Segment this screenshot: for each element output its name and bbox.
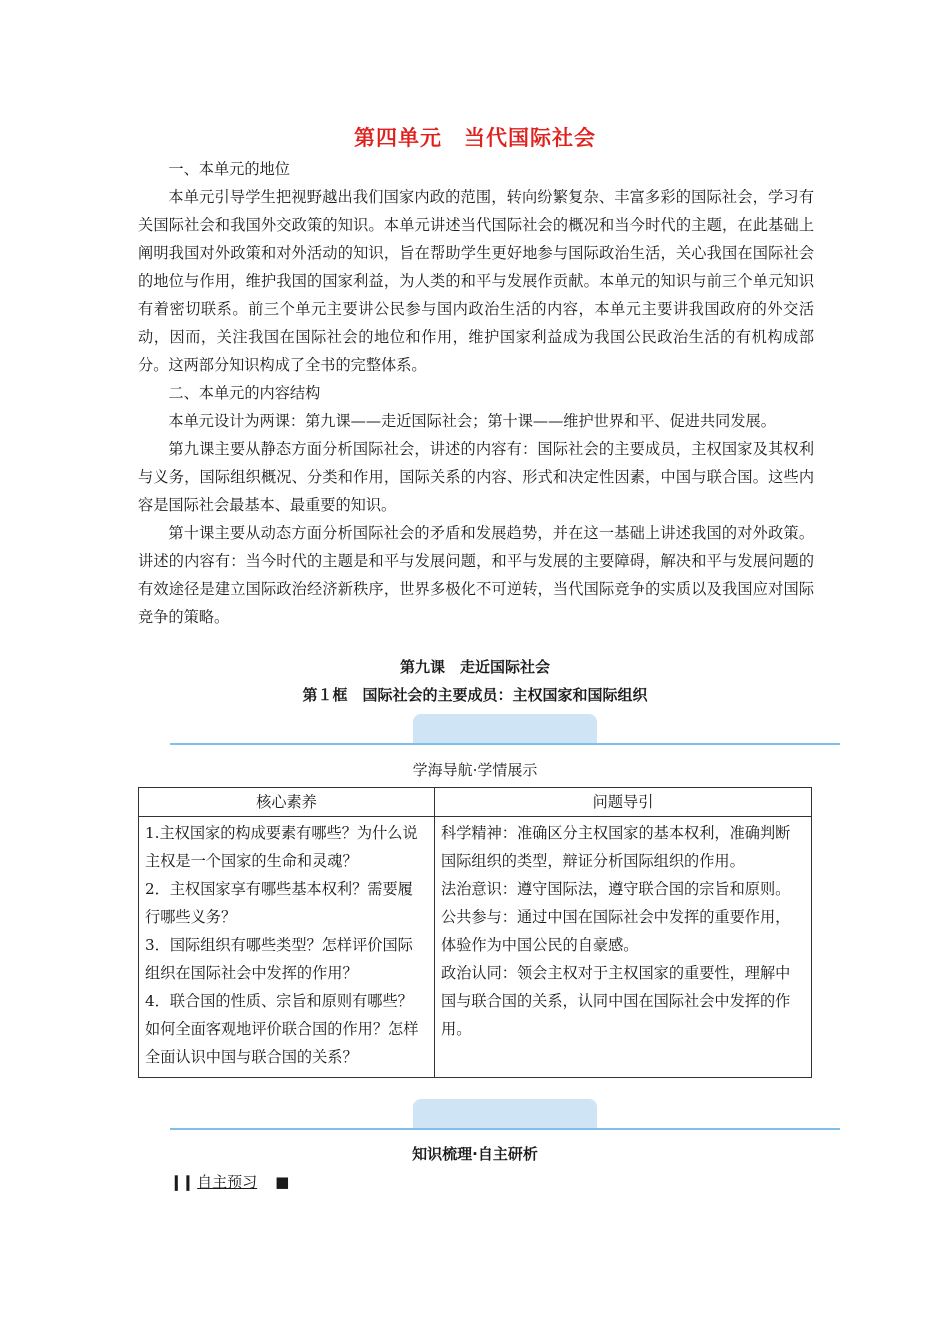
banner-rule bbox=[170, 1128, 840, 1130]
competency-item: 公共参与：通过中国在国际社会中发挥的重要作用，体验作为中国公民的自豪感。 bbox=[441, 908, 791, 954]
question-item: 4．联合国的性质、宗旨和原则有哪些？如何全面客观地评价联合国的作用？怎样全面认识中国与联合国的关系？ bbox=[145, 992, 419, 1066]
intro-heading-1: 一、本单元的地位 bbox=[168, 160, 290, 178]
competency-table bbox=[138, 787, 812, 1078]
table-cell-left bbox=[139, 817, 435, 1078]
banner-tab bbox=[413, 714, 597, 744]
competency-item: 政治认同：领会主权对于主权国家的重要性，理解中国与联合国的关系，认同中国在国际社会中发挥的作用。 bbox=[441, 964, 791, 1038]
frame-title: 第１框 国际社会的主要成员：主权国家和国际组织 bbox=[302, 686, 648, 704]
competency-item: 科学精神：准确区分主权国家的基本权利，准确判断国际组织的类型，辩证分析国际组织的作用。 bbox=[441, 824, 791, 870]
table-cell-right bbox=[435, 817, 812, 1078]
banner-rule bbox=[170, 743, 840, 745]
unit-title: 第四单元 当代国际社会 bbox=[354, 126, 596, 150]
competency-item: 法治意识：遵守国际法，遵守联合国的宗旨和原则。 bbox=[441, 880, 791, 898]
self-preview-label: 自主预习 bbox=[197, 1173, 258, 1191]
table-header-core: 核心素养 bbox=[139, 788, 435, 817]
banner-tab bbox=[413, 1099, 597, 1129]
section-title-knowledge: 知识梳理·自主研析 bbox=[412, 1145, 538, 1163]
section-banner-2 bbox=[170, 1099, 840, 1131]
section-title-guide: 学海导航·学情展示 bbox=[412, 761, 538, 779]
self-preview-heading bbox=[170, 1171, 289, 1192]
bars-icon: ❙❙ bbox=[170, 1173, 194, 1191]
intro-paragraph-4: 第十课主要从动态方面分析国际社会的矛盾和发展趋势，并在这一基础上讲述我国的对外政策。讲述的内容有：当今时代的主题是和平与发展问题，和平与发展的主要障碍，解决和平与发展问题的有效途径是建立国际政治经济新秩序，世界多极化不可逆转，当代国际竞争的实质以及我国应对国际竞争的策略。 bbox=[138, 524, 814, 626]
lesson-title: 第九课 走近国际社会 bbox=[399, 658, 550, 676]
square-icon: ■ bbox=[275, 1173, 290, 1191]
unit-intro bbox=[138, 155, 814, 631]
question-item: 1.主权国家的构成要素有哪些？为什么说主权是一个国家的生命和灵魂？ bbox=[145, 824, 418, 870]
intro-paragraph-3: 第九课主要从静态方面分析国际社会，讲述的内容有：国际社会的主要成员，主权国家及其权利与义务，国际组织概况、分类和作用，国际关系的内容、形式和决定性因素，中国与联合国。这些内容是国际社会最基本、最重要的知识。 bbox=[138, 440, 814, 514]
table-header-questions: 问题导引 bbox=[435, 788, 812, 817]
section-banner-1 bbox=[170, 714, 840, 746]
question-item: 3．国际组织有哪些类型？怎样评价国际组织在国际社会中发挥的作用？ bbox=[145, 936, 413, 982]
intro-heading-2: 二、本单元的内容结构 bbox=[168, 384, 321, 402]
question-item: 2．主权国家享有哪些基本权利？需要履行哪些义务？ bbox=[145, 880, 413, 926]
intro-paragraph-1: 本单元引导学生把视野越出我们国家内政的范围，转向纷繁复杂、丰富多彩的国际社会，学习有关国际社会和我国外交政策的知识。本单元讲述当代国际社会的概况和当今时代的主题，在此基础上阐明我国对外政策和对外活动的知识，旨在帮助学生更好地参与国际政治生活，关心我国在国际社会的地位与作用，维护我国的国家利益，为人类的和平与发展作贡献。本单元的知识与前三个单元知识有着密切联系。前三个单元主要讲公民参与国内政治生活的内容，本单元主要讲我国政府的外交活动，因而，关注我国在国际社会的地位和作用，维护国家利益成为我国公民政治生活的有机构成部分。这两部分知识构成了全书的完整体系。 bbox=[138, 188, 814, 374]
intro-paragraph-2: 本单元设计为两课：第九课——走近国际社会；第十课——维护世界和平、促进共同发展。 bbox=[168, 412, 776, 430]
